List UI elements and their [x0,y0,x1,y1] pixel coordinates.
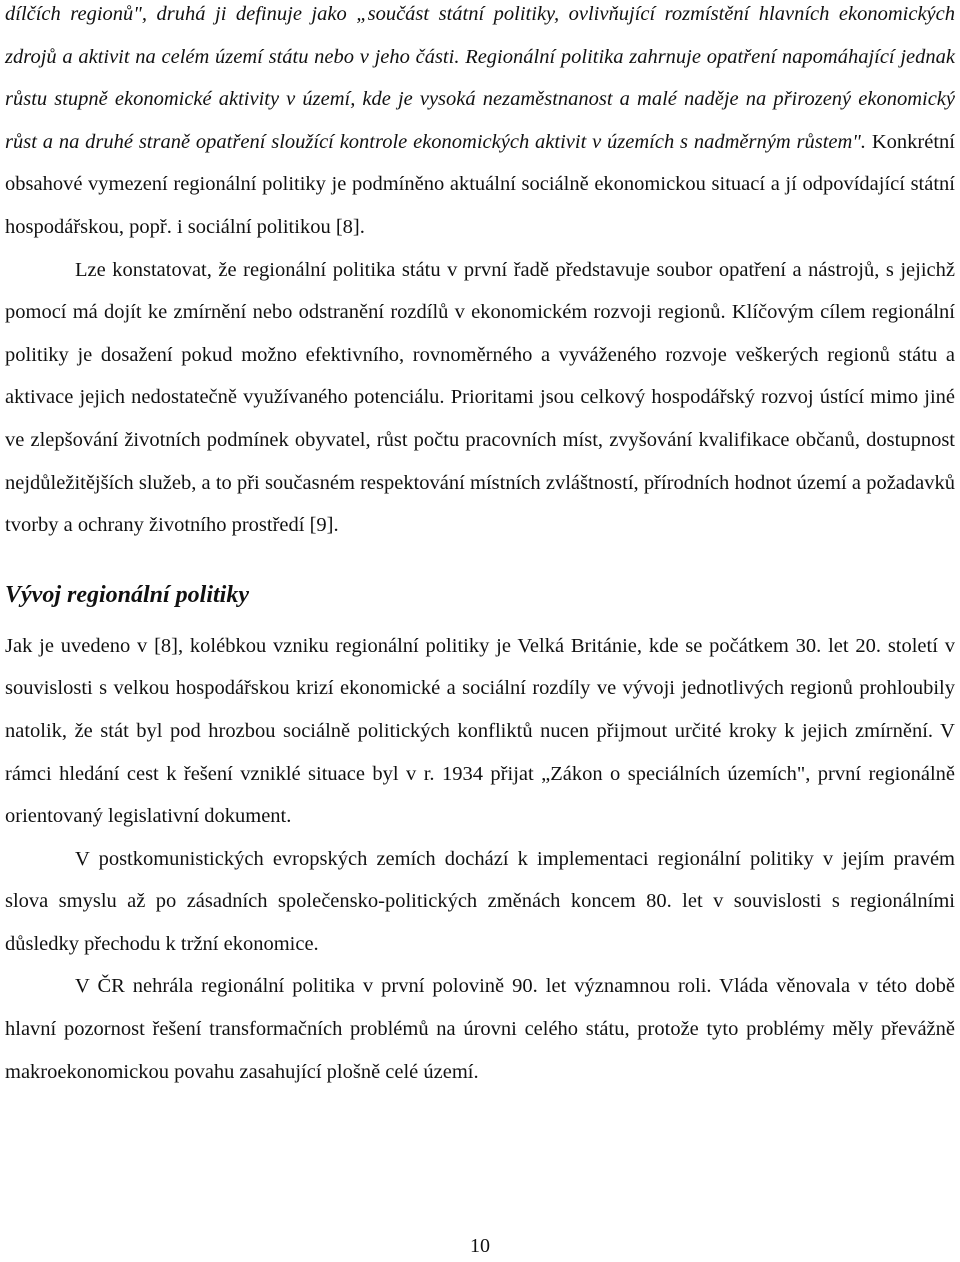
page-number: 10 [470,1235,490,1257]
quoted-definition-text: dílčích regionů", druhá ji definuje jako „součást státní politiky, ovlivňující rozmístění hlavních ekonomických zdrojů a aktivit na celém území státu nebo v jeho části. [5,3,955,68]
paragraph-definition [5,0,955,249]
paragraph-text: Konkrétní obsahové vymezení regionální politiky je podmíněno aktuální sociálně ekonomickou situací a jí odpovídající státní hospodářskou, popř. i sociální politikou [8]. [5,130,955,238]
paragraph-history-uk: Jak je uvedeno v [8], kolébkou vzniku regionální politiky je Velká Británie, kde se počátkem 30. let 20. století v souvislosti s velkou hospodářskou krizí ekonomické a sociální rozdíly ve vývoji jednotlivých regionů prohloubily natolik, že stát byl pod hrozbou sociálně politických konfliktů nucen přijmout určité kroky k jejich zmírnění. V rámci hledání cest k řešení vzniklé situace byl v r. 1934 přijat „Zákon o speciálních územích", první regionálně orientovaný legislativní dokument. [5,634,955,828]
section-heading: Vývoj regionální politiky [5,581,249,608]
paragraph-czech-republic: V ČR nehrála regionální politika v první polovině 90. let významnou roli. Vláda věnovala v této době hlavní pozornost řešení transformačních problémů na úrovni celého státu, protože tyto problémy měly převážně makroekonomickou povahu zasahující plošně celé území. [5,975,955,1083]
paragraph-regional-policy-goals: Lze konstatovat, že regionální politika státu v první řadě představuje soubor opatření a nástrojů, s jejichž pomocí má dojít ke zmírnění nebo odstranění rozdílů v ekonomickém rozvoji regionů. Klíčovým cílem regionální politiky je dosažení pokud možno efektivního, rovnoměrného a vyváženého rozvoje veškerých regionů státu a aktivace jejich nedostatečně využívaného potenciálu. Prioritami jsou celkový hospodářský rozvoj ústící mimo jiné ve zlepšování životních podmínek obyvatel, růst počtu pracovních míst, zvyšování kvalifikace občanů, dostupnost nejdůležitějších služeb, a to při současném respektování místních zvláštností, přírodních hodnot území a požadavků tvorby a ochrany životního prostředí [9]. [5,258,955,537]
paragraph-postcommunist-countries: V postkomunistických evropských zemích dochází k implementaci regionální politiky v jejím pravém slova smyslu až po zásadních společensko-politických změnách koncem 80. let v souvislosti s regionálními důsledky přechodu k tržní ekonomice. [5,847,955,955]
document-page [5,0,955,1093]
quoted-definition-text-continued: Regionální politika zahrnuje opatření napomáhající jednak růstu stupně ekonomické aktivity v území, kde je vysoká nezaměstnanost a malé naděje na přirozený ekonomický růst a na druhé straně opatření sloužící kontrole ekonomických aktivit v územích s nadměrným růstem". [5,45,956,153]
